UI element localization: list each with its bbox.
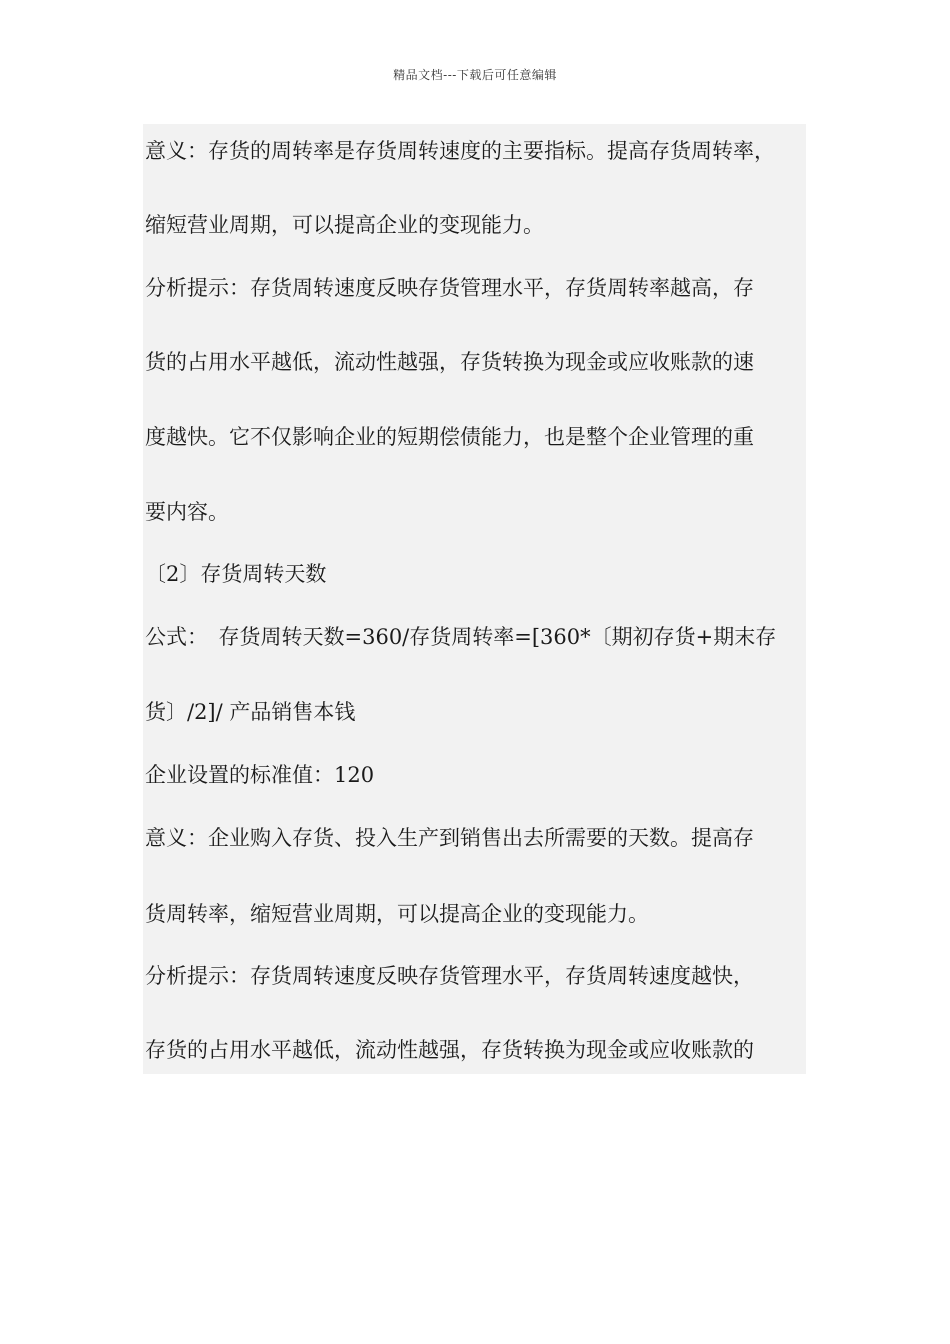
paragraph-line: 缩短营业周期，可以提高企业的变现能力。 [145, 213, 544, 237]
formula-line: 公式： 存货周转天数=360/存货周转率=[360*〔期初存货+期末存 [145, 625, 777, 649]
paragraph-line: 度越快。它不仅影响企业的短期偿债能力，也是整个企业管理的重 [145, 425, 754, 449]
paragraph-line: 货周转率，缩短营业周期，可以提高企业的变现能力。 [145, 902, 649, 926]
page-header: 精品文档---下载后可任意编辑 [393, 68, 557, 82]
paragraph-line: 存货的占用水平越低，流动性越强，存货转换为现金或应收账款的 [145, 1038, 754, 1062]
formula-line: 货〕/2]/ 产品销售本钱 [145, 700, 356, 724]
paragraph-line: 分析提示：存货周转速度反映存货管理水平，存货周转速度越快， [145, 964, 754, 988]
paragraph-line: 意义：企业购入存货、投入生产到销售出去所需要的天数。提高存 [145, 826, 754, 850]
standard-value-line: 企业设置的标准值：120 [145, 763, 375, 787]
paragraph-line: 意义：存货的周转率是存货周转速度的主要指标。提高存货周转率， [145, 139, 775, 163]
content-block [143, 124, 806, 1074]
section-heading: 〔2〕存货周转天数 [145, 562, 327, 586]
paragraph-line: 货的占用水平越低，流动性越强，存货转换为现金或应收账款的速 [145, 350, 754, 374]
paragraph-line: 要内容。 [145, 500, 229, 524]
paragraph-line: 分析提示：存货周转速度反映存货管理水平，存货周转率越高，存 [145, 276, 754, 300]
